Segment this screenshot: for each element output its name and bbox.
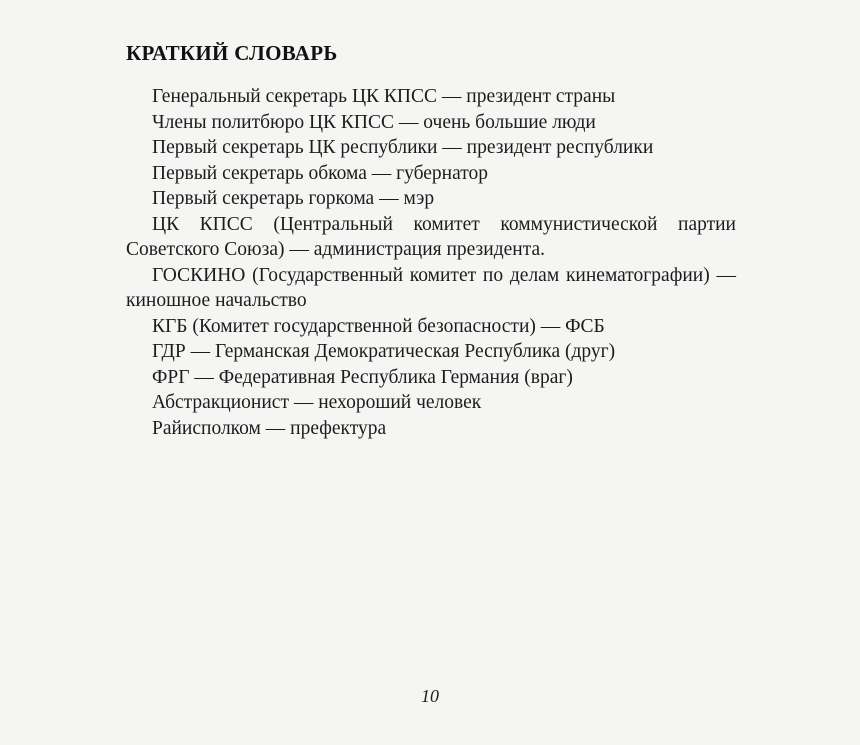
glossary-entry: Первый секретарь ЦК республики — президент республики [152, 137, 654, 158]
glossary-entry: ФРГ — Федеративная Республика Германия (враг) [152, 366, 573, 388]
page-number: 10 [421, 686, 439, 706]
glossary-entry: Первый секретарь обкома — губернатор [152, 162, 489, 184]
glossary-entry: Члены политбюро ЦК КПСС — очень большие люди [152, 111, 596, 133]
glossary-entry: ГОСКИНО (Государственный комитет по делам кинематографии) — киношное начальство [126, 264, 736, 311]
glossary-list [126, 84, 736, 441]
glossary-entry: Генеральный секретарь ЦК КПСС — президент страны [152, 86, 616, 107]
glossary-entry: ГДР — Германская Демократическая Республика (друг) [152, 341, 616, 362]
glossary-entry: КГБ (Комитет государственной безопасности) — ФСБ [152, 315, 605, 337]
page-title: КРАТКИЙ СЛОВАРЬ [126, 41, 338, 65]
glossary-entry: Абстракционист — нехороший человек [152, 392, 482, 413]
glossary-entry: Первый секретарь горкома — мэр [152, 188, 435, 209]
glossary-entry: ЦК КПСС (Центральный комитет коммунистической партии Советского Союза) — администрация президента. [126, 213, 736, 260]
glossary-entry: Райисполком — префектура [152, 417, 387, 439]
